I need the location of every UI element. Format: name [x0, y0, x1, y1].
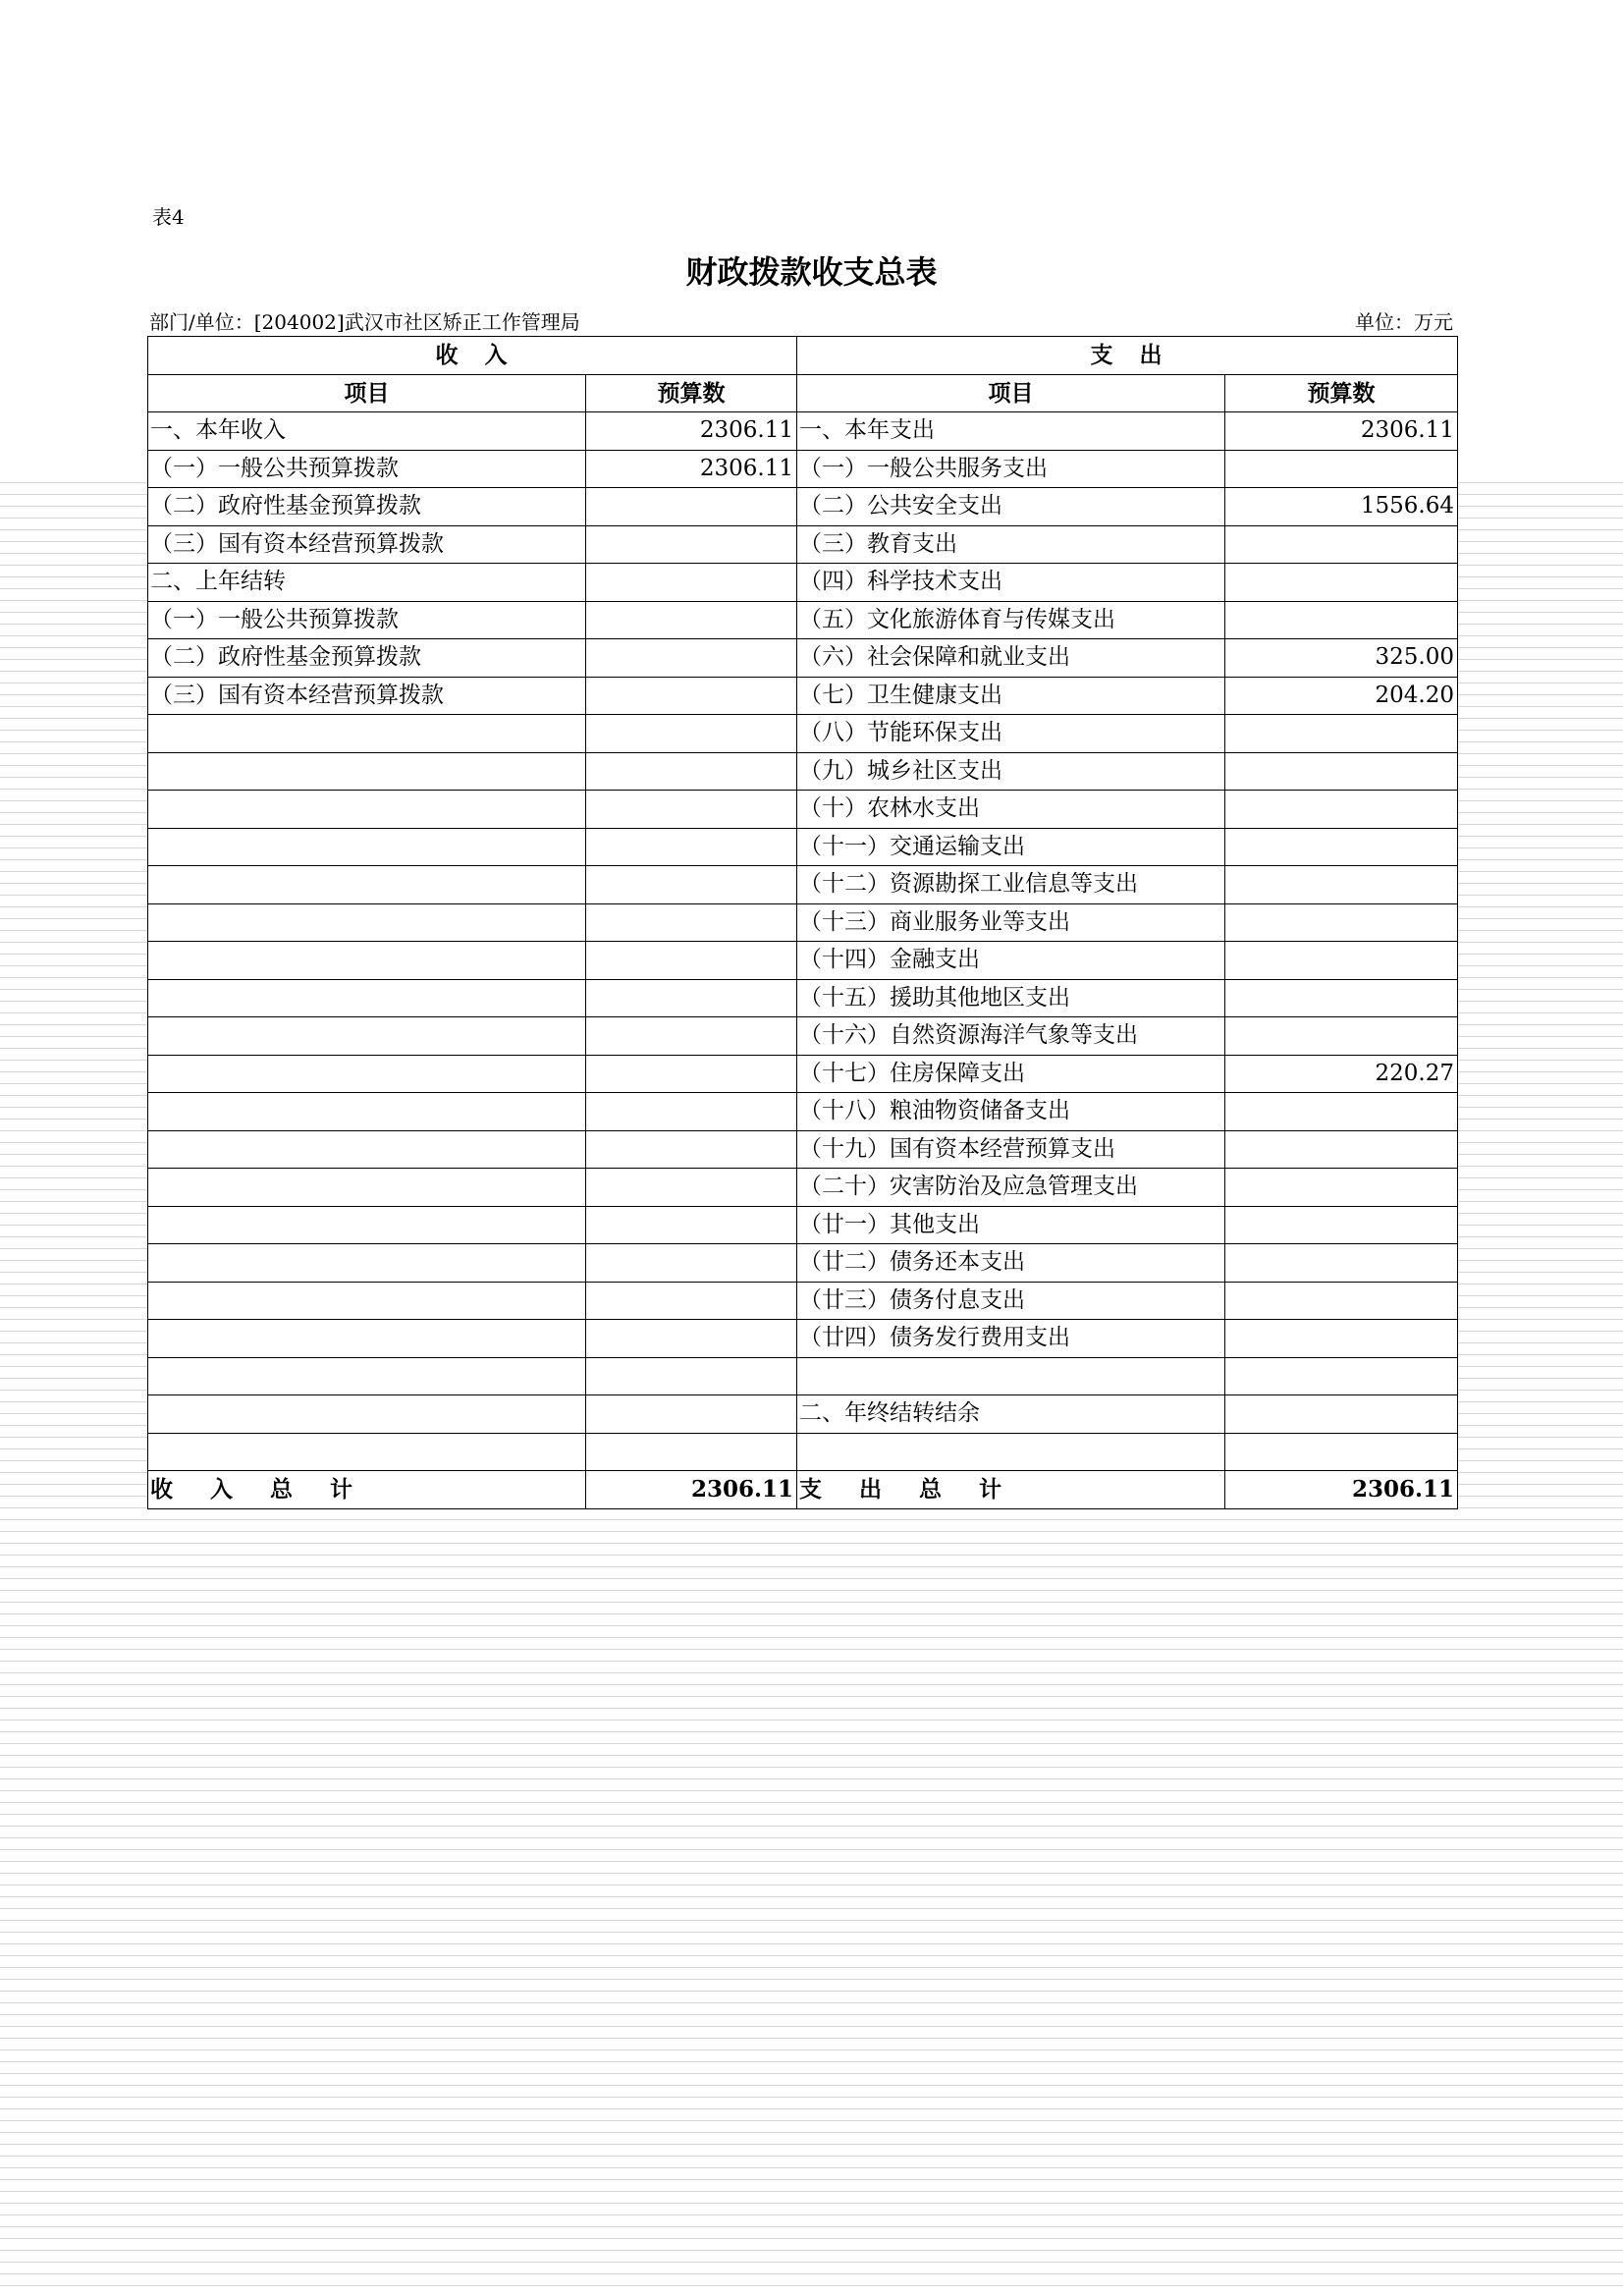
- expense-section-header: 支 出: [797, 337, 1458, 375]
- expense-total-amount: 2306.11: [1225, 1471, 1458, 1509]
- income-amount-cell: [586, 525, 797, 564]
- table-row: [148, 488, 1458, 526]
- income-amount-cell: [586, 1130, 797, 1169]
- table-row: [148, 525, 1458, 564]
- table-row: [148, 1320, 1458, 1358]
- expense-item-cell: （六）社会保障和就业支出: [797, 639, 1225, 678]
- table-row: [148, 1244, 1458, 1283]
- section-header-row: [148, 337, 1458, 375]
- total-row: [148, 1471, 1458, 1509]
- income-item-cell: [148, 1357, 586, 1395]
- income-item-cell: [148, 752, 586, 791]
- expense-item-cell: （二十）灾害防治及应急管理支出: [797, 1169, 1225, 1207]
- expense-amount-cell: [1225, 1433, 1458, 1471]
- income-section-header: 收 入: [148, 337, 797, 375]
- income-item-cell: （二）政府性基金预算拨款: [148, 488, 586, 526]
- expense-amount-cell: [1225, 601, 1458, 639]
- table-row: [148, 791, 1458, 829]
- income-amount-cell: [586, 979, 797, 1017]
- column-header-row: [148, 374, 1458, 412]
- expense-amount-cell: [1225, 752, 1458, 791]
- expense-item-cell: （十四）金融支出: [797, 942, 1225, 980]
- income-amount-cell: [586, 601, 797, 639]
- income-amount-cell: [586, 1093, 797, 1131]
- income-item-cell: [148, 866, 586, 904]
- income-amount-cell: [586, 791, 797, 829]
- income-item-cell: [148, 1169, 586, 1207]
- income-item-cell: （一）一般公共预算拨款: [148, 450, 586, 488]
- income-amount-cell: [586, 1169, 797, 1207]
- income-amount-cell: [586, 715, 797, 753]
- table-row: [148, 677, 1458, 715]
- table-row: [148, 1433, 1458, 1471]
- income-amount-cell: [586, 1357, 797, 1395]
- income-item-cell: （二）政府性基金预算拨款: [148, 639, 586, 678]
- expense-item-cell: 一、本年支出: [797, 412, 1225, 451]
- expense-amount-cell: [1225, 1169, 1458, 1207]
- table-row: [148, 1130, 1458, 1169]
- expense-item-cell: （十一）交通运输支出: [797, 828, 1225, 866]
- expense-item-cell: （十五）援助其他地区支出: [797, 979, 1225, 1017]
- income-total-amount: 2306.11: [586, 1471, 797, 1509]
- expense-item-cell: （四）科学技术支出: [797, 564, 1225, 602]
- income-item-cell: （三）国有资本经营预算拨款: [148, 525, 586, 564]
- income-amount-cell: [586, 1395, 797, 1434]
- table-row: [148, 1206, 1458, 1244]
- income-item-cell: [148, 1244, 586, 1283]
- unit-label: 单位：万元: [1355, 310, 1453, 334]
- table-row: [148, 1055, 1458, 1093]
- expense-item-cell: [797, 1357, 1225, 1395]
- table-row: [148, 715, 1458, 753]
- expense-amount-cell: [1225, 942, 1458, 980]
- income-item-cell: [148, 1017, 586, 1056]
- expense-amount-cell: 2306.11: [1225, 412, 1458, 451]
- income-amount-cell: [586, 866, 797, 904]
- income-item-header: 项目: [148, 374, 586, 412]
- expense-amount-cell: [1225, 564, 1458, 602]
- income-item-cell: [148, 903, 586, 942]
- expense-amount-cell: [1225, 525, 1458, 564]
- table-row: [148, 639, 1458, 678]
- table-row: [148, 752, 1458, 791]
- expense-amount-cell: [1225, 1017, 1458, 1056]
- expense-amount-cell: 204.20: [1225, 677, 1458, 715]
- expense-item-cell: （十九）国有资本经营预算支出: [797, 1130, 1225, 1169]
- budget-table: [147, 336, 1458, 1509]
- expense-amount-cell: [1225, 828, 1458, 866]
- table-row: [148, 866, 1458, 904]
- income-amount-cell: [586, 903, 797, 942]
- table-row: [148, 903, 1458, 942]
- income-item-cell: [148, 1206, 586, 1244]
- expense-amount-cell: 1556.64: [1225, 488, 1458, 526]
- income-item-cell: [148, 1055, 586, 1093]
- income-item-cell: [148, 828, 586, 866]
- expense-item-cell: （十三）商业服务业等支出: [797, 903, 1225, 942]
- expense-amount-cell: 220.27: [1225, 1055, 1458, 1093]
- income-item-cell: [148, 1433, 586, 1471]
- expense-item-cell: （三）教育支出: [797, 525, 1225, 564]
- income-total-label: 收入总计: [148, 1471, 586, 1509]
- expense-item-cell: （一）一般公共服务支出: [797, 450, 1225, 488]
- income-item-cell: （三）国有资本经营预算拨款: [148, 677, 586, 715]
- expense-amount-cell: [1225, 450, 1458, 488]
- income-item-cell: [148, 1093, 586, 1131]
- income-amount-cell: [586, 1055, 797, 1093]
- income-amount-cell: [586, 1282, 797, 1320]
- expense-amount-cell: [1225, 1093, 1458, 1131]
- expense-amount-cell: 325.00: [1225, 639, 1458, 678]
- expense-total-label: 支出总计: [797, 1471, 1225, 1509]
- expense-item-cell: （廿四）债务发行费用支出: [797, 1320, 1225, 1358]
- expense-item-cell: （十八）粮油物资储备支出: [797, 1093, 1225, 1131]
- income-item-cell: [148, 1395, 586, 1434]
- expense-amount-cell: [1225, 715, 1458, 753]
- table-row: [148, 1017, 1458, 1056]
- expense-amount-cell: [1225, 1395, 1458, 1434]
- table-row: [148, 828, 1458, 866]
- expense-amount-cell: [1225, 1357, 1458, 1395]
- department-label: 部门/单位：[204002]武汉市社区矫正工作管理局: [149, 310, 580, 334]
- table-row: [148, 450, 1458, 488]
- income-amount-cell: [586, 1017, 797, 1056]
- income-amount-header: 预算数: [586, 374, 797, 412]
- table-row: [148, 1357, 1458, 1395]
- income-item-cell: （一）一般公共预算拨款: [148, 601, 586, 639]
- expense-amount-cell: [1225, 903, 1458, 942]
- income-amount-cell: [586, 1206, 797, 1244]
- income-amount-cell: 2306.11: [586, 450, 797, 488]
- table-row: [148, 1093, 1458, 1131]
- page-title: 财政拨款收支总表: [685, 253, 938, 291]
- expense-item-cell: （廿一）其他支出: [797, 1206, 1225, 1244]
- expense-amount-cell: [1225, 1244, 1458, 1283]
- table-row: [148, 564, 1458, 602]
- income-item-cell: [148, 1320, 586, 1358]
- table-number: 表4: [152, 205, 185, 229]
- expense-amount-cell: [1225, 1282, 1458, 1320]
- income-item-cell: [148, 942, 586, 980]
- expense-item-header: 项目: [797, 374, 1225, 412]
- expense-item-cell: （二）公共安全支出: [797, 488, 1225, 526]
- expense-item-cell: （九）城乡社区支出: [797, 752, 1225, 791]
- expense-item-cell: （廿三）债务付息支出: [797, 1282, 1225, 1320]
- expense-amount-cell: [1225, 1320, 1458, 1358]
- expense-item-cell: （五）文化旅游体育与传媒支出: [797, 601, 1225, 639]
- expense-amount-cell: [1225, 1130, 1458, 1169]
- income-amount-cell: [586, 677, 797, 715]
- income-amount-cell: [586, 1320, 797, 1358]
- income-amount-cell: [586, 828, 797, 866]
- expense-item-cell: [797, 1433, 1225, 1471]
- income-item-cell: [148, 1130, 586, 1169]
- expense-item-cell: 二、年终结转结余: [797, 1395, 1225, 1434]
- table-row: [148, 601, 1458, 639]
- expense-item-cell: （十七）住房保障支出: [797, 1055, 1225, 1093]
- expense-item-cell: （十六）自然资源海洋气象等支出: [797, 1017, 1225, 1056]
- income-amount-cell: [586, 1244, 797, 1283]
- income-item-cell: [148, 715, 586, 753]
- expense-item-cell: （十）农林水支出: [797, 791, 1225, 829]
- table-row: [148, 979, 1458, 1017]
- income-amount-cell: [586, 639, 797, 678]
- table-row: [148, 942, 1458, 980]
- income-amount-cell: [586, 942, 797, 980]
- expense-item-cell: （七）卫生健康支出: [797, 677, 1225, 715]
- table-row: [148, 1169, 1458, 1207]
- table-row: [148, 412, 1458, 451]
- expense-item-cell: （十二）资源勘探工业信息等支出: [797, 866, 1225, 904]
- income-item-cell: [148, 791, 586, 829]
- expense-amount-cell: [1225, 791, 1458, 829]
- income-amount-cell: [586, 488, 797, 526]
- income-amount-cell: [586, 752, 797, 791]
- income-item-cell: 一、本年收入: [148, 412, 586, 451]
- income-item-cell: [148, 979, 586, 1017]
- expense-amount-cell: [1225, 1206, 1458, 1244]
- income-amount-cell: [586, 564, 797, 602]
- expense-amount-cell: [1225, 866, 1458, 904]
- expense-item-cell: （廿二）债务还本支出: [797, 1244, 1225, 1283]
- income-item-cell: [148, 1282, 586, 1320]
- expense-item-cell: （八）节能环保支出: [797, 715, 1225, 753]
- income-item-cell: 二、上年结转: [148, 564, 586, 602]
- expense-amount-cell: [1225, 979, 1458, 1017]
- income-amount-cell: 2306.11: [586, 412, 797, 451]
- table-row: [148, 1282, 1458, 1320]
- table-row: [148, 1395, 1458, 1434]
- expense-amount-header: 预算数: [1225, 374, 1458, 412]
- income-amount-cell: [586, 1433, 797, 1471]
